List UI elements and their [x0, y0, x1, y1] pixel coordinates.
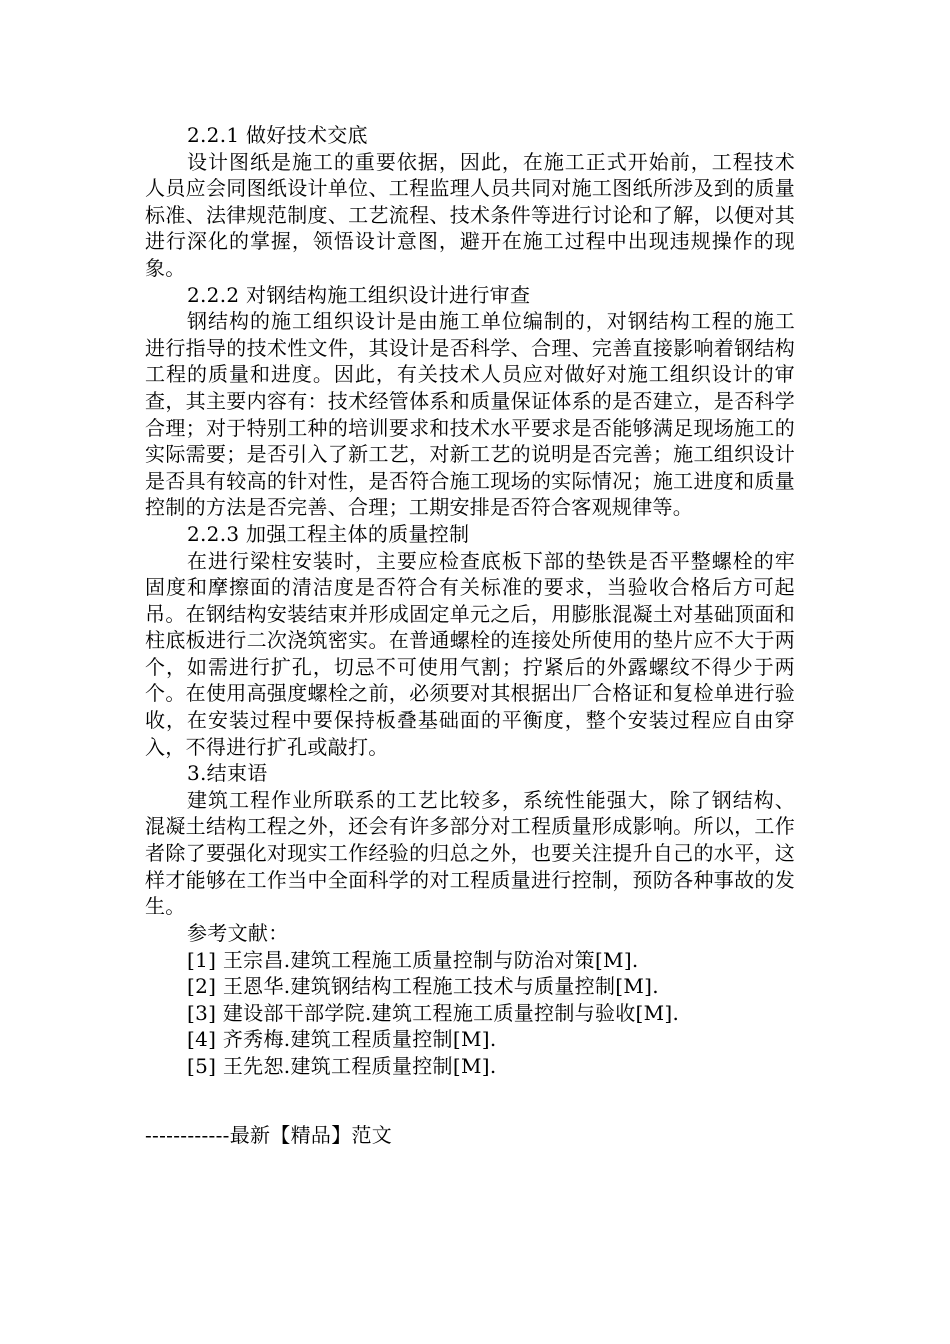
section-heading: 2.2.3 加强工程主体的质量控制	[187, 521, 470, 546]
reference-item: [2] 王恩华.建筑钢结构工程施工技术与质量控制[M].	[187, 974, 659, 999]
reference-item: [4] 齐秀梅.建筑工程质量控制[M].	[187, 1027, 497, 1052]
article-body	[145, 122, 795, 920]
section-paragraph: 设计图纸是施工的重要依据，因此，在施工正式开始前，工程技术人员应会同图纸设计单位、工程监理人员共同对施工图纸所涉及到的质量标准、法律规范制度、工艺流程、技术条件等进行讨论和了解，以便对其进行深化的掌握，领悟设计意图，避开在施工过程中出现违规操作的现象。	[145, 149, 795, 280]
section-paragraph: 钢结构的施工组织设计是由施工单位编制的，对钢结构工程的施工进行指导的技术性文件，其设计是否科学、合理、完善直接影响着钢结构工程的质量和进度。因此，有关技术人员应对做好对施工组织设计的审查，其主要内容有：技术经管体系和质量保证体系的是否建立，是否科学合理；对于特别工种的培训要求和技术水平要求是否能够满足现场施工的实际需要；是否引入了新工艺，对新工艺的说明是否完善；施工组织设计是否具有较高的针对性，是否符合施工现场的实际情况；施工进度和质量控制的方法是否完善、合理；工期安排是否符合客观规律等。	[145, 309, 795, 520]
footer-note: ------------最新【精品】范文	[145, 1123, 393, 1147]
reference-item: [5] 王先恕.建筑工程质量控制[M].	[187, 1053, 497, 1078]
references-list	[187, 920, 807, 1080]
reference-item: [1] 王宗昌.建筑工程施工质量控制与防治对策[M].	[187, 947, 639, 972]
reference-item: [3] 建设部干部学院.建筑工程施工质量控制与验收[M].	[187, 1000, 680, 1025]
section-heading: 2.2.1 做好技术交底	[187, 123, 368, 147]
section-heading: 3.结束语	[187, 761, 268, 786]
references-title: 参考文献：	[187, 921, 289, 945]
section-heading: 2.2.2 对钢结构施工组织设计进行审查	[187, 282, 531, 307]
section-paragraph: 建筑工程作业所联系的工艺比较多，系统性能强大，除了钢结构、混凝土结构工程之外，还会有许多部分对工程质量形成影响。所以，工作者除了要强化对现实工作经验的归总之外，也要关注提升自己的水平，这样才能够在工作当中全面科学的对工程质量进行控制，预防各种事故的发生。	[145, 787, 795, 919]
section-paragraph: 在进行梁柱安装时，主要应检查底板下部的垫铁是否平整螺栓的牢固度和摩擦面的清洁度是否符合有关标准的要求，当验收合格后方可起吊。在钢结构安装结束并形成固定单元之后，用膨胀混凝土对基础顶面和柱底板进行二次浇筑密实。在普通螺栓的连接处所使用的垫片应不大于两个，如需进行扩孔，切忌不可使用气割；拧紧后的外露螺纹不得少于两个。在使用高强度螺栓之前，必须要对其根据出厂合格证和复检单进行验收，在安装过程中要保持板叠基础面的平衡度，整个安装过程应自由穿入，不得进行扩孔或敲打。	[145, 548, 795, 759]
